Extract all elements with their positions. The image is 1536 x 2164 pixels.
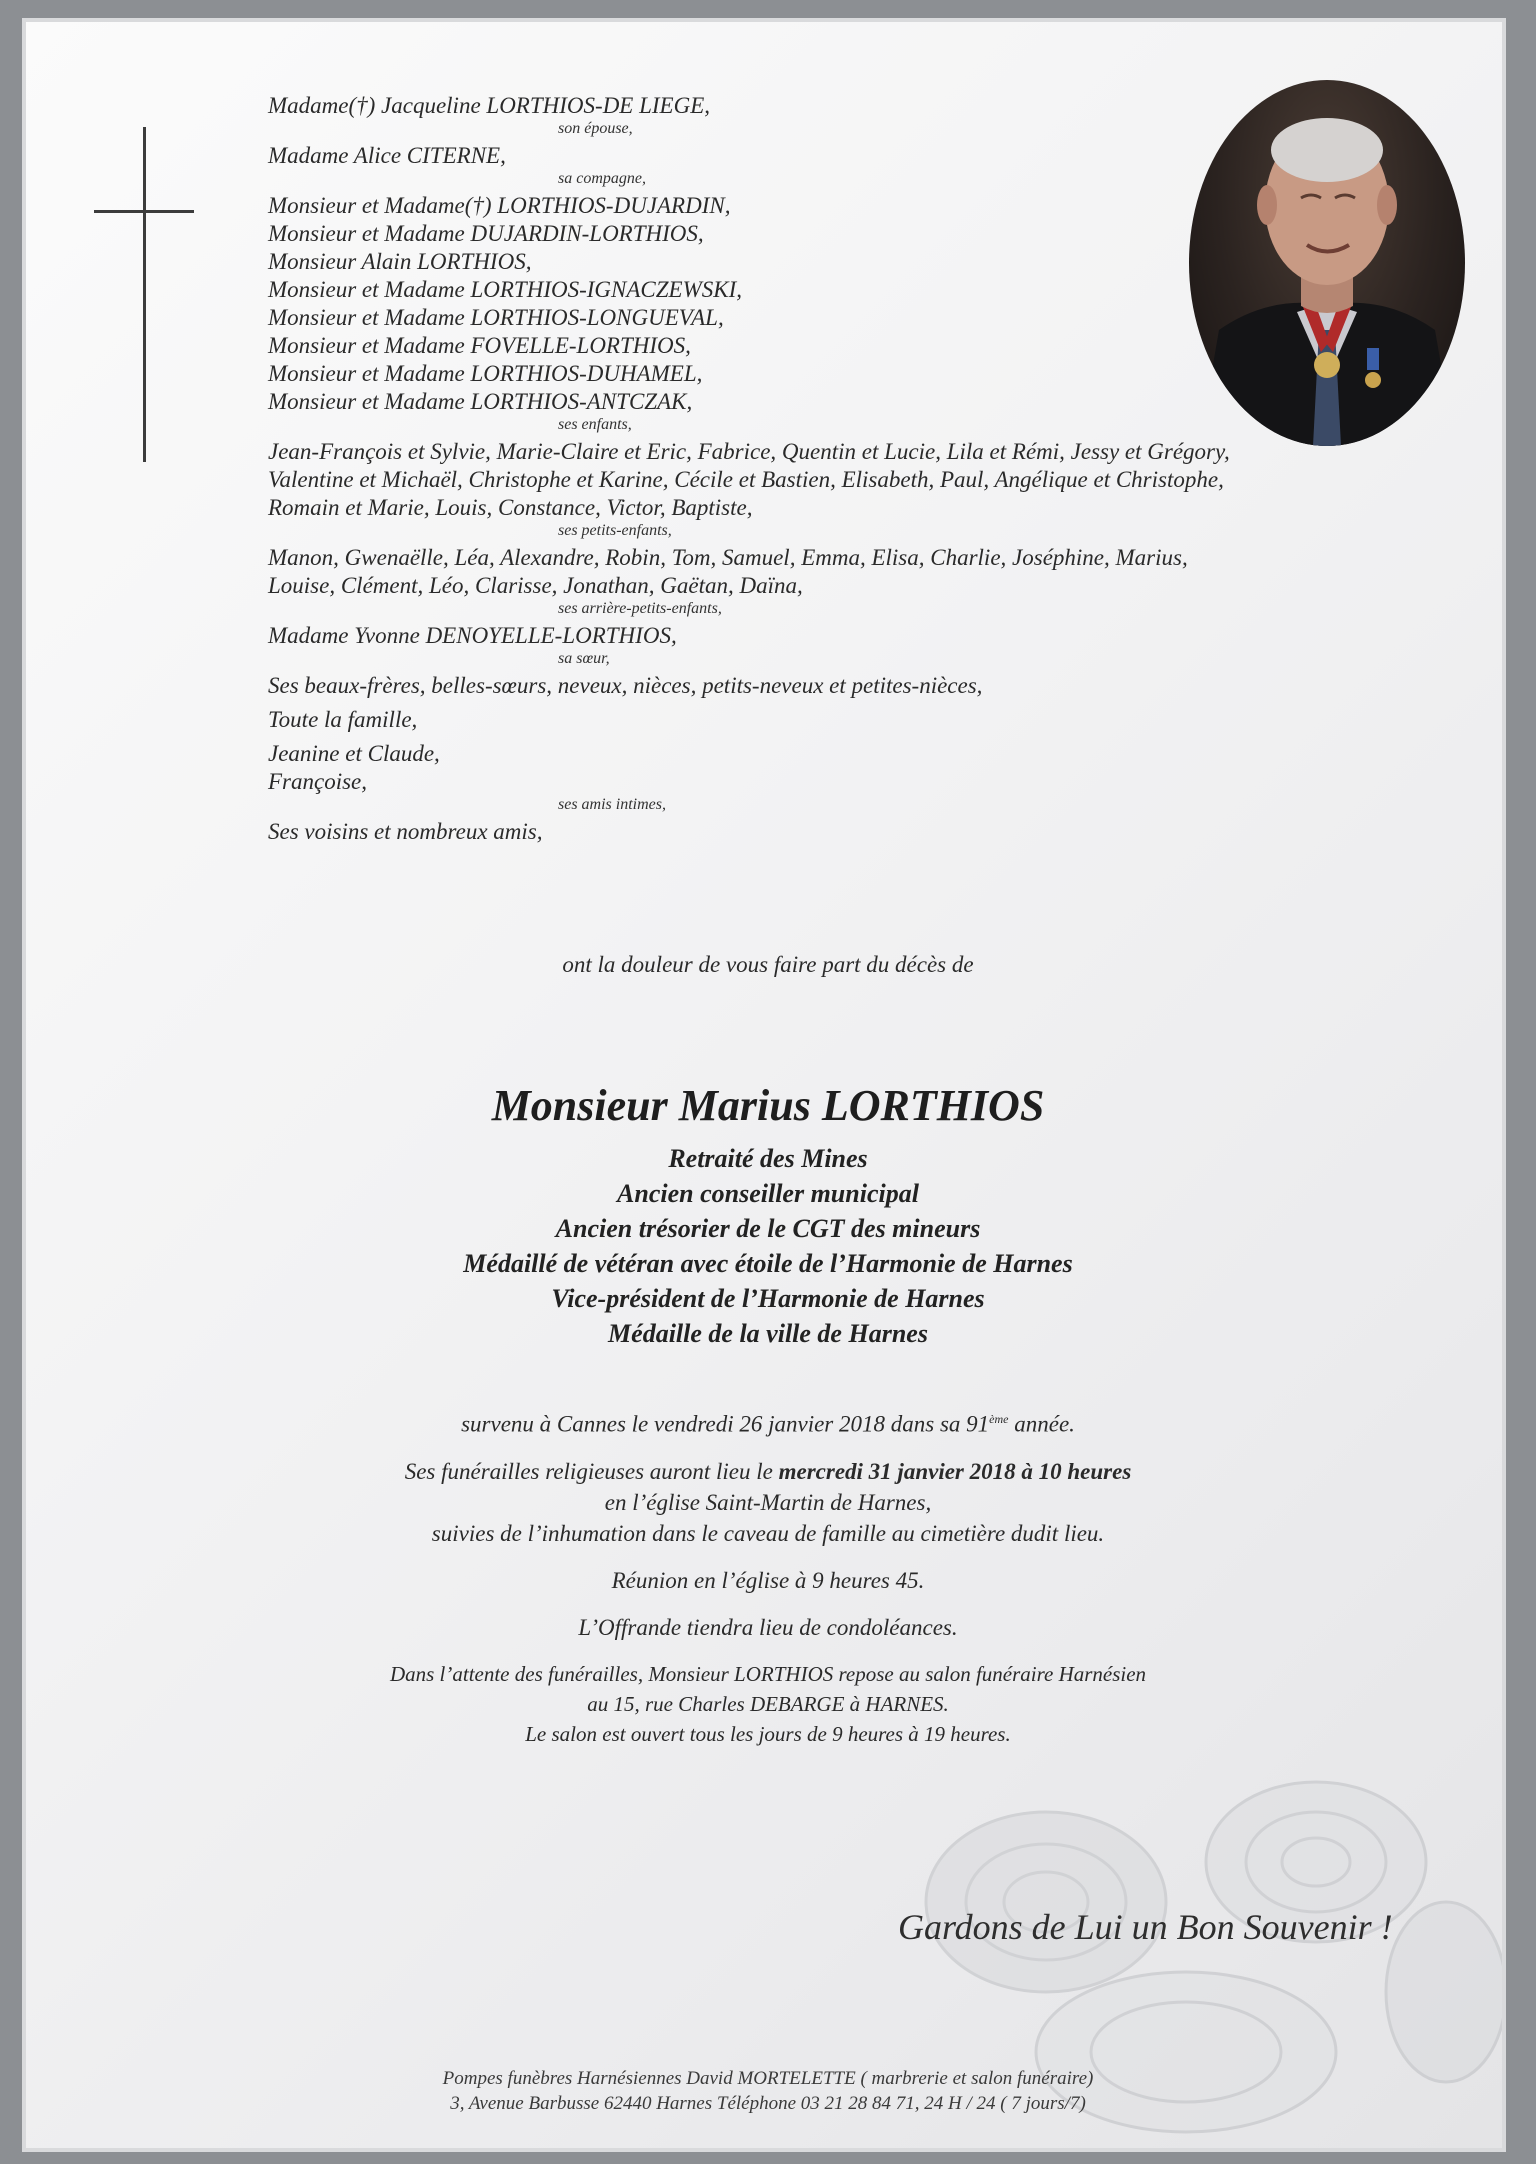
deceased-title: Ancien conseiller municipal [617, 1179, 919, 1208]
family-member-line: Monsieur et Madame LORTHIOS-LONGUEVAL, [268, 305, 724, 330]
deceased-name: Monsieur Marius LORTHIOS [491, 1081, 1045, 1130]
deceased-title: Médaille de la ville de Harnes [608, 1319, 928, 1348]
family-member-line: Romain et Marie, Louis, Constance, Victor, Baptiste, [268, 495, 753, 520]
relation-label: sa compagne, [558, 170, 646, 187]
salon-line: Dans l’attente des funérailles, Monsieur LORTHIOS repose au salon funéraire Harnésien [389, 1661, 1147, 1686]
family-member-line: Madame(†) Jacqueline LORTHIOS-DE LIEGE, [268, 93, 711, 118]
family-member-line: Monsieur et Madame(†) LORTHIOS-DUJARDIN, [268, 193, 731, 218]
spacer [268, 846, 1488, 852]
announcement-intro: ont la douleur de vous faire part du décès de [562, 952, 974, 977]
family-member-line: Monsieur et Madame FOVELLE-LORTHIOS, [268, 333, 691, 358]
meeting-info: Réunion en l’église à 9 heures 45. [611, 1567, 925, 1593]
funeral-intro: Ses funérailles religieuses auront lieu le [404, 1458, 779, 1484]
death-text-end: année. [1008, 1411, 1075, 1437]
death-text: survenu à Cannes le vendredi 26 janvier 2018 dans sa 91 [461, 1411, 990, 1437]
funeral-info [26, 1456, 1506, 1549]
burial-info: suivies de l’inhumation dans le caveau de famille au cimetière dudit lieu. [431, 1520, 1105, 1546]
death-statement [26, 1404, 1506, 1440]
funeral-notice-sheet [22, 18, 1506, 2152]
family-member-line: Monsieur et Madame LORTHIOS-DUHAMEL, [268, 361, 703, 386]
ordinal-suffix: ème [989, 1412, 1009, 1426]
relation-label: ses enfants, [558, 416, 632, 433]
family-member-line: Toute la famille, [268, 707, 418, 732]
deceased-title: Ancien trésorier de le CGT des mineurs [555, 1214, 981, 1243]
deceased-title: Vice-président de l’Harmonie de Harnes [551, 1284, 985, 1313]
family-member-line: Monsieur et Madame LORTHIOS-IGNACZEWSKI, [268, 277, 743, 302]
family-member-line: Monsieur Alain LORTHIOS, [268, 249, 532, 274]
relation-label: ses petits-enfants, [558, 522, 672, 539]
funeral-home-footer [26, 2066, 1506, 2116]
cross-horizontal-bar [94, 210, 194, 213]
offering-info: L’Offrande tiendra lieu de condoléances. [578, 1614, 958, 1640]
funeral-line [26, 1456, 1506, 1487]
family-member-line: Françoise, [268, 769, 368, 794]
funeral-datetime: mercredi 31 janvier 2018 à 10 heures [778, 1458, 1132, 1484]
family-member-line: Monsieur et Madame DUJARDIN-LORTHIOS, [268, 221, 704, 246]
family-member-line: Monsieur et Madame LORTHIOS-ANTCZAK, [268, 389, 693, 414]
family-member-line: Jeanine et Claude, [268, 741, 440, 766]
relation-label: ses amis intimes, [558, 796, 666, 813]
cross-vertical-bar [143, 127, 146, 462]
family-member-line: Valentine et Michaël, Christophe et Karine, Cécile et Bastien, Elisabeth, Paul, Angélique et Christophe, [268, 467, 1224, 492]
funeral-place: en l’église Saint-Martin de Harnes, [604, 1489, 932, 1515]
funeral-home-name: Pompes funèbres Harnésiennes David MORTELETTE ( marbrerie et salon funéraire) [442, 2068, 1094, 2089]
service-details [26, 1404, 1506, 1749]
relation-label: sa sœur, [558, 650, 610, 667]
family-member-line: Jean-François et Sylvie, Marie-Claire et Eric, Fabrice, Quentin et Lucie, Lila et Rémi, Jessy et Grégory, [268, 439, 1230, 464]
salon-info [26, 1659, 1506, 1749]
family-member-line: Madame Alice CITERNE, [268, 143, 506, 168]
family-member-line: Ses voisins et nombreux amis, [268, 819, 543, 844]
deceased-block [26, 1080, 1506, 1351]
family-member-line: Louise, Clément, Léo, Clarisse, Jonathan, Gaëtan, Daïna, [268, 573, 803, 598]
family-member-line: Ses beaux-frères, belles-sœurs, neveux, nièces, petits-neveux et petites-nièces, [268, 673, 983, 698]
salon-line: Le salon est ouvert tous les jours de 9 heures à 19 heures. [525, 1721, 1011, 1746]
funeral-home-address: 3, Avenue Barbusse 62440 Harnes Téléphone 03 21 28 84 71, 24 H / 24 ( 7 jours/7) [450, 2093, 1086, 2114]
family-list [268, 92, 1488, 852]
deceased-title: Retraité des Mines [668, 1144, 868, 1173]
deceased-title: Médaillé de vétéran avec étoile de l’Harmonie de Harnes [463, 1249, 1073, 1278]
salon-line: au 15, rue Charles DEBARGE à HARNES. [587, 1691, 949, 1716]
relation-label: ses arrière-petits-enfants, [558, 600, 722, 617]
family-member-line: Manon, Gwenaëlle, Léa, Alexandre, Robin, Tom, Samuel, Emma, Elisa, Charlie, Joséphine, Marius, [268, 545, 1188, 570]
closing-phrase: Gardons de Lui un Bon Souvenir ! [898, 1907, 1393, 1947]
family-member-line: Madame Yvonne DENOYELLE-LORTHIOS, [268, 623, 677, 648]
relation-label: son épouse, [558, 120, 633, 137]
